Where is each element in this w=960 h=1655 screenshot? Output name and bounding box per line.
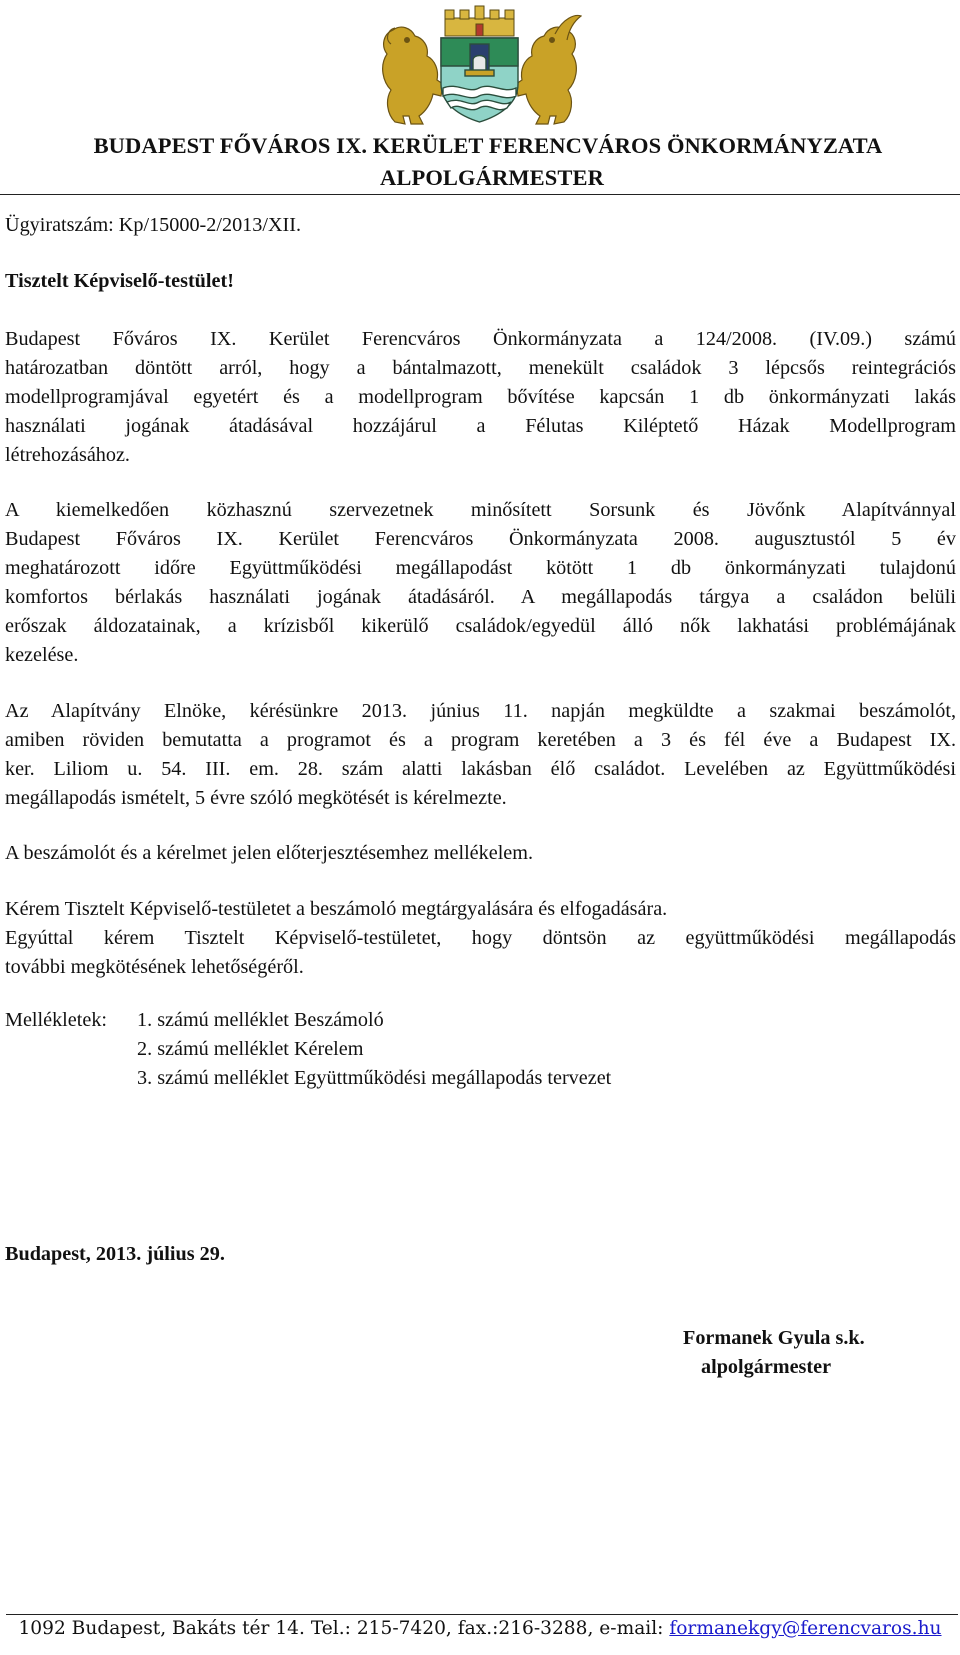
signatory-title: alpolgármester: [701, 1356, 832, 1378]
lion-supporter-left: [383, 27, 443, 124]
paragraph-line: határozatban döntött arról, hogy a bántalmazott, menekült családok 3 lépcsős reintegrációs: [5, 357, 956, 379]
paragraph-line: Budapest Főváros IX. Kerület Ferencváros Önkormányzata a 124/2008. (IV.09.) számú: [5, 328, 956, 350]
paragraph-line: Kérem Tisztelt Képviselő-testületet a beszámoló megtárgyalására és elfogadására.: [5, 898, 668, 920]
paragraph-line: erőszak áldozatainak, a krízisből kikerülő családok/egyedül álló nők lakhatási problémájának: [5, 615, 956, 637]
organization-name: BUDAPEST FŐVÁROS IX. KERÜLET FERENCVÁROS ÖNKORMÁNYZATA: [93, 133, 883, 158]
paragraph-line: komfortos bérlakás használati jogának átadásáról. A megállapodás tárgya a családon belüli: [5, 586, 956, 608]
reference-number: Ügyiratszám: Kp/15000-2/2013/XII.: [5, 214, 302, 236]
shield: [441, 38, 518, 122]
paragraph-line: Budapest Főváros IX. Kerület Ferencváros Önkormányzata 2008. augusztustól 5 év: [5, 528, 956, 550]
organization-role: ALPOLGÁRMESTER: [380, 165, 604, 190]
paragraph-line: kezelése.: [5, 644, 79, 666]
paragraph-line: amiben röviden bemutatta a programot és a program keretében a 3 és fél éve a Budapest IX.: [5, 729, 956, 751]
paragraph-line: meghatározott időre Együttműködési megállapodást kötött 1 db önkormányzati tulajdonú: [5, 557, 956, 579]
paragraph-line: használati jogának átadásával hozzájárul a Félutas Kiléptető Házak Modellprogram: [5, 415, 956, 437]
griffin-supporter-right: [516, 16, 581, 124]
document-date: Budapest, 2013. július 29.: [5, 1243, 225, 1265]
attachment-item: 1. számú melléklet Beszámoló: [137, 1009, 384, 1031]
paragraph-line: megállapodás ismételt, 5 évre szóló megkötését is kérelmezte.: [5, 787, 507, 809]
email-link[interactable]: formanekgy@ferencvaros.hu: [669, 1618, 942, 1639]
paragraph-line: létrehozásához.: [5, 444, 130, 466]
paragraph-line: Az Alapítvány Elnöke, kérésünkre 2013. június 11. napján megküldte a szakmai beszámolót,: [5, 700, 956, 722]
paragraph-line: további megkötésének lehetőségéről.: [5, 956, 304, 978]
attachment-item: 3. számú melléklet Együttműködési megállapodás tervezet: [137, 1067, 612, 1089]
signatory-name: Formanek Gyula s.k.: [683, 1327, 865, 1349]
paragraph-4: A beszámolót és a kérelmet jelen előterjesztésemhez mellékelem.: [5, 842, 534, 864]
coat-of-arms-icon: [377, 4, 582, 128]
paragraph-line: Egyúttal kérem Tisztelt Képviselő-testületet, hogy döntsön az együttműködési megállapodás: [5, 927, 956, 949]
attachments-label: Mellékletek:: [5, 1009, 108, 1031]
salutation: Tisztelt Képviselő-testület!: [5, 270, 234, 292]
attachment-item: 2. számú melléklet Kérelem: [137, 1038, 364, 1060]
footer-contact: [0, 1618, 960, 1639]
paragraph-line: ker. Liliom u. 54. III. em. 28. szám alatti lakásban élő családot. Levelében az Együttműködési: [5, 758, 956, 780]
footer-divider: [6, 1614, 958, 1615]
paragraph-line: A kiemelkedően közhasznú szervezetnek minősített Sorsunk és Jövőnk Alapítvánnyal: [5, 499, 956, 521]
header-divider: [0, 194, 960, 195]
footer-address: 1092 Budapest, Bakáts tér 14. Tel.: 215-7420, fax.:216-3288, e-mail:: [18, 1618, 670, 1639]
castle-crown: [445, 6, 514, 36]
paragraph-line: modellprogramjával egyetért és a modellprogram bővítése kapcsán 1 db önkormányzati lakás: [5, 386, 956, 408]
